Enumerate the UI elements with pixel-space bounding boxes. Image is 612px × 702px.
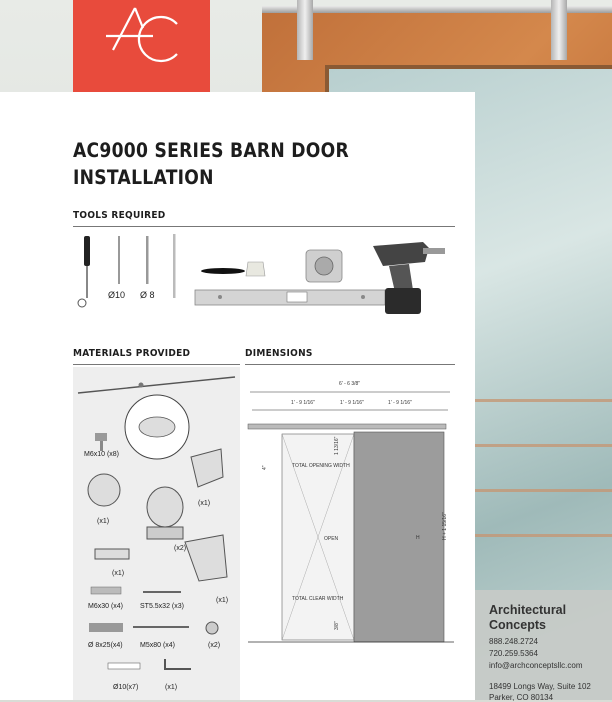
materials-illustration	[73, 367, 240, 700]
plug-label: Ø10(x7)	[113, 684, 139, 691]
track-rail-icon	[78, 377, 235, 393]
drill-bit-10-label: Ø10	[108, 290, 126, 300]
qty-label: (x1)	[97, 518, 110, 525]
hanger-strap	[297, 0, 313, 60]
tape-measure-icon	[306, 250, 342, 282]
segment-b-label: 1' - 9 1/16"	[340, 400, 364, 406]
qty-label: (x1)	[112, 570, 125, 577]
tools-heading: TOOLS REQUIRED	[73, 210, 166, 221]
m6x30-label: M6x30 (x4)	[88, 603, 124, 610]
height-label: H + 1 15/16"	[442, 512, 448, 540]
wheel-detail-icon	[125, 395, 189, 459]
spirit-level-icon	[195, 290, 385, 305]
document-title	[73, 137, 407, 191]
drill-bit-8-label: Ø 8	[140, 290, 155, 300]
st55-label: ST5.5x32 (x3)	[140, 603, 184, 610]
allen-key-icon	[165, 659, 191, 669]
total-opening-label: TOTAL OPENING WIDTH	[292, 463, 350, 469]
screw-icon	[95, 433, 107, 451]
hanger-roller-icon	[147, 487, 183, 539]
door-slab	[354, 432, 444, 642]
title-line-2: INSTALLATION	[73, 166, 214, 189]
anti-jump-icon	[191, 449, 223, 487]
company-address-1: 18499 Longs Way, Suite 102	[489, 682, 591, 691]
pencil-icon	[173, 234, 176, 298]
bolt-icon	[91, 587, 121, 594]
h-mark-label: H	[416, 535, 420, 541]
plug-icon	[108, 663, 140, 669]
dimension-drawing	[244, 370, 459, 660]
m6x10-label: M6x10 (x8)	[84, 451, 120, 458]
small-dimension-label: 4"	[262, 465, 268, 470]
qty-label: (x2)	[208, 642, 221, 649]
stopper-icon	[185, 535, 227, 581]
materials-divider	[73, 364, 240, 365]
open-label: OPEN	[324, 536, 339, 542]
overall-width-label: 6' - 6 3/8"	[339, 381, 361, 387]
tools-illustration	[73, 232, 455, 318]
screwdriver-icon	[78, 236, 90, 307]
company-address-2: Parker, CO 80134	[489, 693, 554, 702]
dimensions-heading: DIMENSIONS	[245, 348, 313, 359]
dimensions-divider	[245, 364, 455, 365]
chalk-line-icon	[201, 262, 265, 276]
qty-label: (x1)	[198, 500, 211, 507]
floor-guide-icon	[95, 549, 129, 559]
anchor-icon	[89, 623, 123, 632]
company-email: info@archconceptsllc.com	[489, 661, 583, 670]
qty-label: (x2)	[174, 545, 187, 552]
company-phone-1: 888.248.2724	[489, 637, 538, 646]
segment-a-label: 1' - 9 1/16"	[291, 400, 315, 406]
tools-divider	[73, 226, 455, 227]
bottom-gap-label: 3/8"	[334, 621, 340, 630]
company-phone-2: 720.259.5364	[489, 649, 538, 658]
anchor-label: Ø 8x25(x4)	[88, 642, 123, 649]
hanger-strap	[551, 0, 567, 60]
title-line-1: AC9000 SERIES BARN DOOR	[73, 139, 349, 162]
ac-logo-icon	[73, 0, 210, 92]
drill-bit-icon	[118, 236, 120, 284]
cap-icon	[206, 622, 218, 634]
total-clear-label: TOTAL CLEAR WIDTH	[292, 596, 344, 602]
company-name: Architectural Concepts	[489, 603, 567, 632]
allen-key-label: (x1)	[165, 684, 178, 691]
drill-bit-icon	[146, 236, 149, 284]
segment-c-label: 1' - 9 1/16"	[388, 400, 412, 406]
qty-label: (x1)	[216, 597, 229, 604]
materials-heading: MATERIALS PROVIDED	[73, 348, 191, 359]
m5x80-label: M5x80 (x4)	[140, 642, 176, 649]
top-gap-label: 1 13/16"	[334, 436, 340, 455]
ac-logo	[73, 0, 210, 92]
wall-plate-icon	[88, 474, 120, 506]
